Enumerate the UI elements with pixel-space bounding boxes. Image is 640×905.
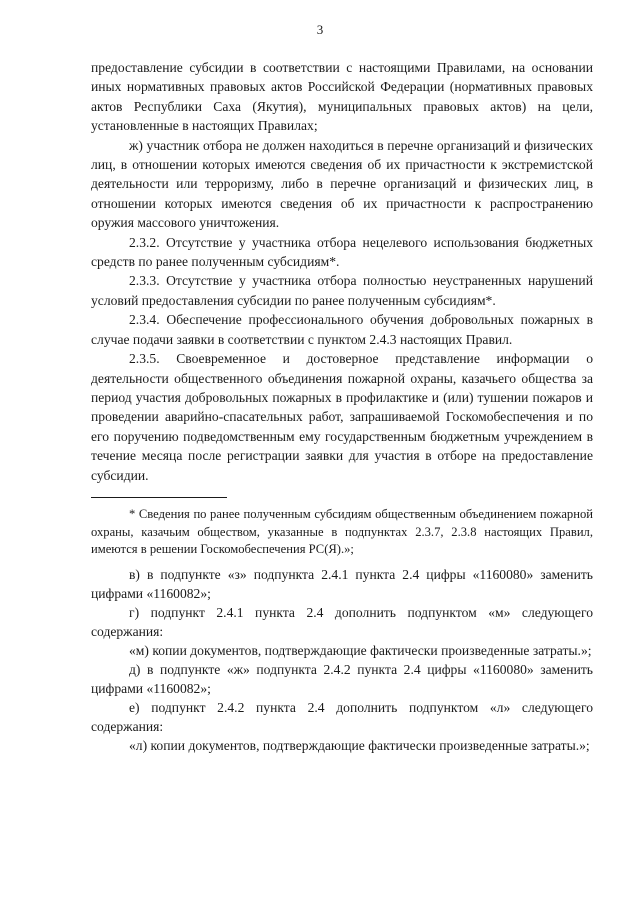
amendments-list xyxy=(91,565,593,755)
amendment-g-text: «м) копии документов, подтверждающие фактически произведенные затраты.»; xyxy=(129,642,592,658)
paragraph-2-3-3: 2.3.3. Отсутствие у участника отбора полностью неустраненных нарушений условий предоставления субсидии по ранее полученным субсидиям*. xyxy=(91,273,593,308)
amendment-v: в) в подпункте «з» подпункта 2.4.1 пункта 2.4 цифры «1160080» заменить цифрами «1160082»; xyxy=(91,566,593,601)
amendment-g: г) подпункт 2.4.1 пункта 2.4 дополнить подпунктом «м» следующего содержания: xyxy=(91,604,593,639)
paragraph-2-3-5: 2.3.5. Своевременное и достоверное представление информации о деятельности общественного объединения пожарной охраны, казачьего общества за период участия добровольных пожарных в профилактике и (или) тушении пожаров и проведении аварийно-спасательных работ, запрашиваемой Госкомобеспечения и по его поручению подведомственным ему государственным бюджетным учреждением в течение месяца после регистрации заявки для участия в отборе на предоставление субсидии. xyxy=(91,351,593,483)
paragraph-item-zh: ж) участник отбора не должен находиться в перечне организаций и физических лиц, в отношении которых имеются сведения об их причастности к экстремистской деятельности или терроризму, либо в перечне организаций и физических лиц, в отношении которых имеются сведения об их причастности к распространению оружия массового уничтожения. xyxy=(91,137,593,231)
paragraph-2-3-4: 2.3.4. Обеспечение профессионального обучения добровольных пожарных в случае подачи заявки в соответствии с пунктом 2.4.3 настоящих Правил. xyxy=(91,312,593,347)
amendment-e: е) подпункт 2.4.2 пункта 2.4 дополнить подпунктом «л» следующего содержания: xyxy=(91,699,593,734)
paragraph-continuation: предоставление субсидии в соответствии с настоящими Правилами, на основании иных нормативных правовых актов Российской Федерации (нормативных правовых актов Республики Саха (Якутия), муниципальных правовых актов) на цели, установленные в настоящих Правилах; xyxy=(91,60,593,134)
page-number: 3 xyxy=(316,22,324,37)
document-body xyxy=(91,58,593,755)
amendment-d: д) в подпункте «ж» подпункта 2.4.2 пункта 2.4 цифры «1160080» заменить цифрами «1160082»; xyxy=(91,661,593,696)
paragraph-2-3-2: 2.3.2. Отсутствие у участника отбора нецелевого использования бюджетных средств по ранее полученным субсидиям*. xyxy=(91,234,593,270)
amendment-e-text: «л) копии документов, подтверждающие фактически произведенные затраты.»; xyxy=(129,737,590,753)
footnote-divider xyxy=(91,497,227,498)
footnote: * Сведения по ранее полученным субсидиям общественным объединением пожарной охраны, казачьим обществом, указанные в подпунктах 2.3.7, 2.3.8 настоящих Правил, имеются в решении Госкомобеспечения РС(Я).»; xyxy=(91,506,593,557)
